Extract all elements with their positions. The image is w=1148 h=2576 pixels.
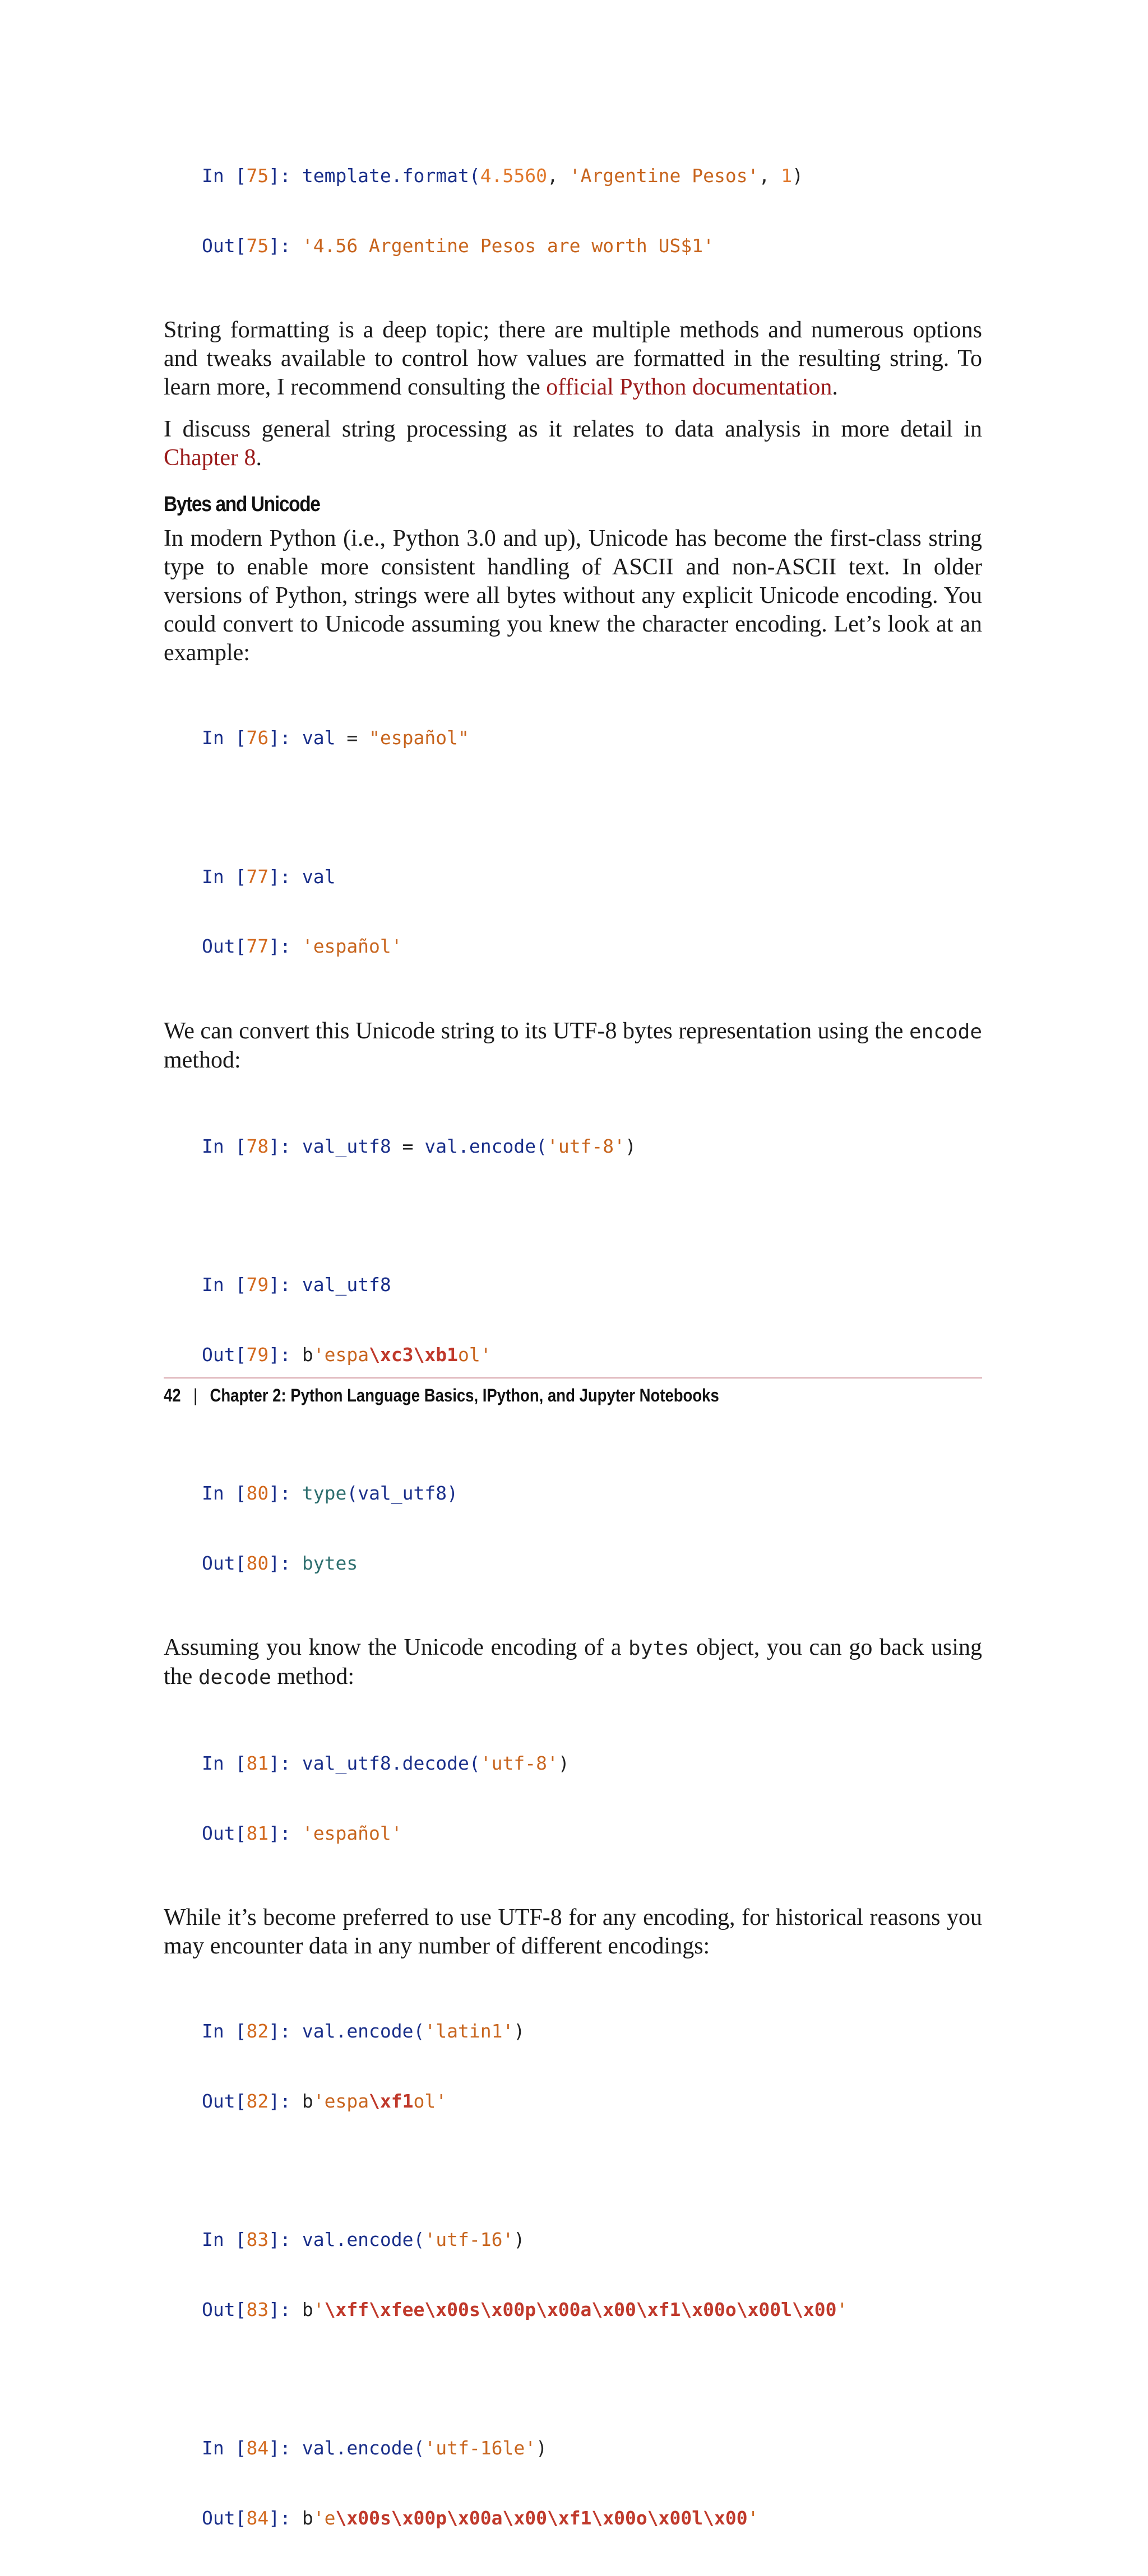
out-prompt: Out[	[202, 935, 247, 957]
chapter-title: Chapter 2: Python Language Basics, IPython, and Jupyter Notebooks	[210, 1385, 719, 1405]
in-prompt: In [	[202, 727, 247, 749]
prompt-close: ]:	[269, 1552, 302, 1574]
prompt-close: ]:	[269, 165, 302, 187]
in-prompt: In [	[202, 2437, 247, 2459]
code-gap	[202, 1204, 982, 1227]
page-number: 42	[164, 1385, 181, 1405]
code-number: 1	[781, 165, 793, 187]
footer-divider	[164, 1377, 982, 1378]
code-line	[202, 1273, 982, 1297]
prompt-number: 80	[246, 1552, 269, 1574]
code-call: template.format(	[302, 165, 480, 187]
code-var: val_utf8	[302, 1135, 391, 1157]
para-text: .	[256, 445, 262, 471]
prompt-number: 81	[246, 1822, 269, 1844]
code-string: 'espa	[313, 1343, 369, 1366]
prompt-number: 76	[246, 727, 269, 749]
code-paren: )	[513, 2229, 525, 2250]
code-string: 'utf-8'	[547, 1135, 626, 1157]
in-prompt: In [	[202, 1274, 247, 1296]
code-line	[202, 2436, 982, 2460]
prompt-number: 79	[246, 1343, 269, 1366]
para-text: .	[832, 374, 838, 400]
para-text: method:	[271, 1664, 355, 1690]
prompt-close: ]:	[269, 1822, 302, 1844]
builtin-function: type	[302, 1482, 347, 1504]
prompt-close: ]:	[269, 1482, 302, 1504]
output-value: 'español'	[302, 935, 402, 957]
code-paren: )	[558, 1752, 570, 1774]
code-line	[202, 1482, 982, 1505]
code-paren: )	[792, 165, 803, 187]
code-string: 'Argentine Pesos'	[569, 165, 759, 187]
para-text: method:	[164, 1047, 241, 1073]
code-sep: ,	[547, 165, 570, 187]
code-paren: )	[536, 2437, 547, 2459]
prompt-close: ]:	[269, 2437, 302, 2459]
in-prompt: In [	[202, 1752, 247, 1774]
paragraph-encodings: While it’s become preferred to use UTF-8 for any encoding, for historical reasons you may encounter data in any number of different encodings:	[164, 1905, 982, 1959]
para-text: Assuming you know the Unicode encoding of a	[164, 1635, 629, 1660]
prompt-number: 81	[246, 1752, 269, 1774]
prompt-number: 84	[246, 2507, 269, 2529]
prompt-close: ]:	[269, 727, 302, 749]
escape-sequence: \xff\xfee\x00s\x00p\x00a\x00\xf1\x00o\x00l\x00	[324, 2298, 837, 2320]
code-string: 'e	[313, 2507, 336, 2529]
code-call: val.encode(	[302, 2229, 425, 2250]
in-prompt: In [	[202, 165, 247, 187]
in-prompt: In [	[202, 2229, 247, 2250]
code-line	[202, 234, 982, 258]
paragraph-unicode-intro: In modern Python (i.e., Python 3.0 and up), Unicode has become the first-class string type to enable more consistent handling of ASCII and non-ASCII text. In older versions of Python, strings were all bytes without any explicit Unicode encoding. You could convert to Unicode assuming you knew the character encoding. Let’s look at an example:	[164, 526, 982, 666]
prompt-number: 77	[246, 865, 269, 888]
output-value: bytes	[302, 1552, 358, 1574]
prompt-close: ]:	[269, 1752, 302, 1774]
code-string: "español"	[369, 727, 469, 749]
code-block-76-77	[202, 680, 982, 1005]
code-string: ol'	[458, 1343, 492, 1366]
code-line	[202, 865, 982, 889]
bytes-prefix: b	[302, 1343, 313, 1366]
code-number: 4.5560	[480, 165, 547, 187]
prompt-number: 82	[246, 2020, 269, 2042]
escape-sequence: \x00s\x00p\x00a\x00\xf1\x00o\x00l\x00	[335, 2507, 748, 2529]
code-string: '	[313, 2298, 325, 2320]
code-string: ol'	[413, 2090, 447, 2112]
code-string: 'latin1'	[424, 2020, 514, 2042]
out-prompt: Out[	[202, 2090, 247, 2112]
code-var: val_utf8	[302, 1274, 391, 1296]
paragraph-chapter-ref	[164, 415, 982, 472]
code-line	[202, 1822, 982, 1845]
code-line	[202, 935, 982, 958]
code-call: val.encode(	[302, 2020, 425, 2042]
section-title: Bytes and Unicode	[164, 493, 320, 516]
para-text: String formatting is a deep topic; there are multiple methods and numerous options and tweaks available to control how values are formatted in the resulting string. To learn more, I recommend consulting the	[164, 317, 982, 400]
output-value: 'español'	[302, 1822, 402, 1844]
prompt-close: ]:	[269, 1343, 302, 1366]
out-prompt: Out[	[202, 2507, 247, 2529]
code-line	[202, 1135, 982, 1158]
code-call: val.encode(	[302, 2437, 425, 2459]
prompt-close: ]:	[269, 2298, 302, 2320]
code-var: val	[302, 865, 336, 888]
prompt-close: ]:	[269, 2507, 302, 2529]
prompt-close: ]:	[269, 2020, 302, 2042]
code-op: =	[335, 727, 369, 749]
in-prompt: In [	[202, 865, 247, 888]
code-line	[202, 2228, 982, 2252]
code-string: 'utf-8'	[480, 1752, 558, 1774]
prompt-number: 84	[246, 2437, 269, 2459]
inline-code-decode: decode	[198, 1666, 271, 1689]
prompt-number: 75	[246, 165, 269, 187]
paragraph-encode	[164, 1017, 982, 1075]
prompt-close: ]:	[269, 1135, 302, 1157]
bytes-prefix: b	[302, 2507, 313, 2529]
prompt-number: 77	[246, 935, 269, 957]
out-prompt: Out[	[202, 1822, 247, 1844]
code-call: val_utf8.decode(	[302, 1752, 480, 1774]
prompt-number: 83	[246, 2229, 269, 2250]
code-args: (val_utf8)	[346, 1482, 459, 1504]
prompt-number: 83	[246, 2298, 269, 2320]
chapter-8-link[interactable]: Chapter 8	[164, 445, 256, 471]
code-line	[202, 2507, 982, 2530]
code-line	[202, 1343, 982, 1367]
footer-separator: |	[193, 1385, 198, 1405]
bytes-prefix: b	[302, 2090, 313, 2112]
para-text: I discuss general string processing as it relates to data analysis in more detail in	[164, 416, 982, 442]
out-prompt: Out[	[202, 2298, 247, 2320]
prompt-close: ]:	[269, 2229, 302, 2250]
prompt-close: ]:	[269, 2090, 302, 2112]
code-line	[202, 1752, 982, 1775]
page-footer	[164, 1385, 719, 1406]
code-var: val	[302, 727, 336, 749]
paragraph-string-formatting	[164, 316, 982, 402]
para-text: We can convert this Unicode string to its UTF-8 bytes representation using the	[164, 1018, 909, 1044]
python-docs-link[interactable]: official Python documentation	[546, 374, 832, 400]
out-prompt: Out[	[202, 1343, 247, 1366]
inline-code-encode: encode	[909, 1020, 982, 1043]
output-value: '4.56 Argentine Pesos are worth US$1'	[302, 234, 714, 257]
escape-sequence: \xf1	[369, 2090, 414, 2112]
out-prompt: Out[	[202, 234, 247, 257]
code-block-81	[202, 1705, 982, 1891]
code-gap	[202, 2368, 982, 2390]
code-op: =	[391, 1135, 425, 1157]
paragraph-decode	[164, 1633, 982, 1692]
code-sep: ,	[758, 165, 781, 187]
code-paren: )	[513, 2020, 525, 2042]
code-gap	[202, 1413, 982, 1435]
code-block-75	[202, 118, 982, 304]
in-prompt: In [	[202, 1482, 247, 1504]
in-prompt: In [	[202, 1135, 247, 1157]
prompt-close: ]:	[269, 935, 302, 957]
prompt-close: ]:	[269, 1274, 302, 1296]
code-gap	[202, 796, 982, 819]
code-block-82-84	[202, 1973, 982, 2576]
prompt-close: ]:	[269, 234, 302, 257]
in-prompt: In [	[202, 2020, 247, 2042]
bytes-prefix: b	[302, 2298, 313, 2320]
code-line	[202, 2298, 982, 2322]
code-string: 'espa	[313, 2090, 369, 2112]
page-content	[164, 118, 982, 2576]
code-string: '	[747, 2507, 759, 2529]
code-string: '	[836, 2298, 848, 2320]
para-text: object, you can go back using the	[164, 1635, 983, 1690]
code-paren: )	[625, 1135, 636, 1157]
code-line	[202, 2020, 982, 2043]
out-prompt: Out[	[202, 1552, 247, 1574]
code-line	[202, 2090, 982, 2113]
prompt-number: 80	[246, 1482, 269, 1504]
code-line	[202, 1552, 982, 1575]
code-string: 'utf-16le'	[424, 2437, 536, 2459]
code-string: 'utf-16'	[424, 2229, 514, 2250]
code-call: val.encode(	[424, 1135, 547, 1157]
prompt-number: 75	[246, 234, 269, 257]
escape-sequence: \xc3\xb1	[369, 1343, 459, 1366]
prompt-number: 79	[246, 1274, 269, 1296]
code-line	[202, 164, 982, 188]
prompt-number: 82	[246, 2090, 269, 2112]
inline-code-bytes: bytes	[628, 1637, 689, 1660]
prompt-number: 78	[246, 1135, 269, 1157]
prompt-close: ]:	[269, 865, 302, 888]
code-block-78-80	[202, 1088, 982, 1622]
code-gap	[202, 2159, 982, 2182]
code-line	[202, 726, 982, 750]
